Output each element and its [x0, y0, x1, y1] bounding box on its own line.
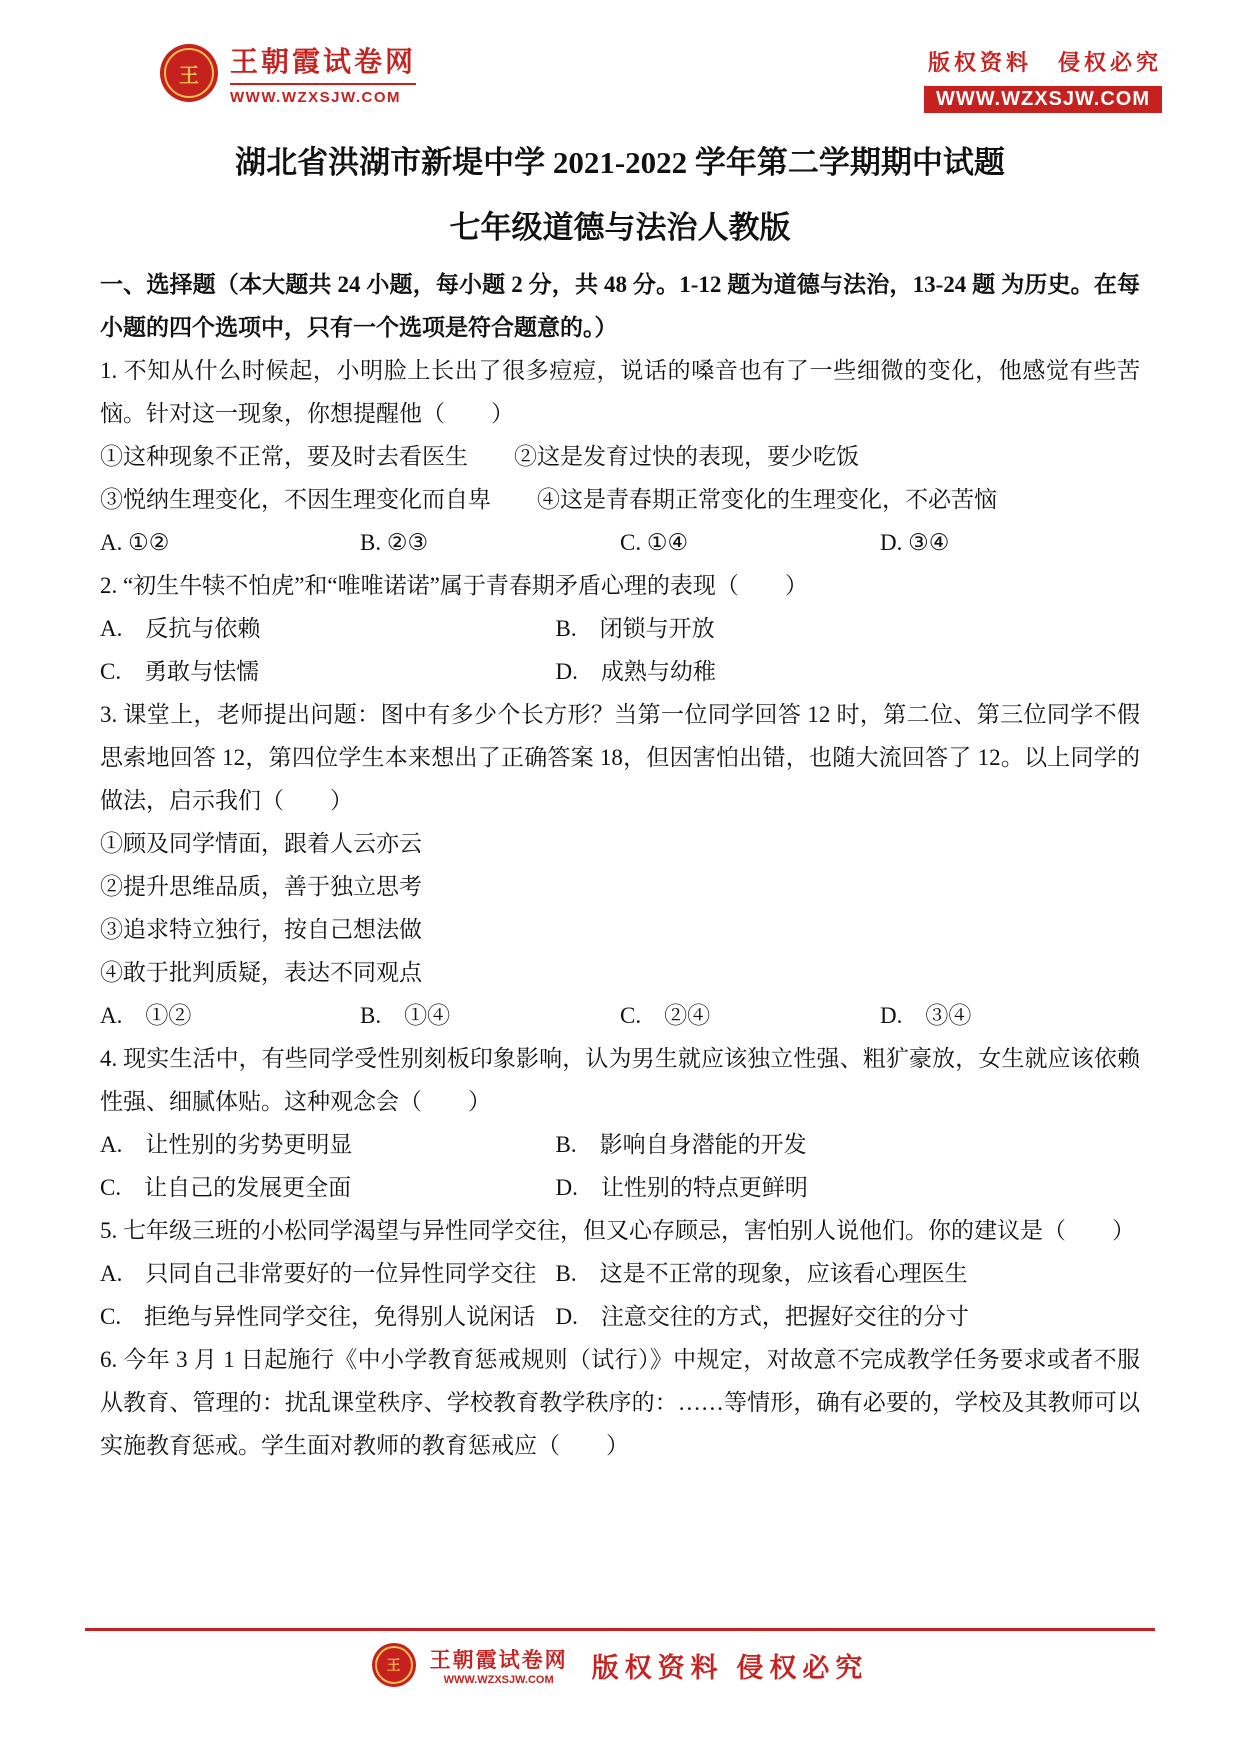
copyright-notice: 版权资料 侵权必究 [927, 50, 1162, 75]
footer-seal-icon [372, 1643, 416, 1687]
question-2-option-d: D. 成熟与幼稚 [555, 659, 716, 684]
question-4-option-c: C. 让自己的发展更全面 [100, 1175, 352, 1200]
footer-brand-url: WWW.WZXSJW.COM [443, 1674, 554, 1686]
question-4-options [100, 1123, 1140, 1209]
question-3-item-line-3: ③追求特立独行，按自己想法做 [100, 917, 422, 942]
question-2-option-c: C. 勇敢与怯懦 [100, 659, 260, 684]
question-4-option-d: D. 让性别的特点更鲜明 [555, 1175, 808, 1200]
brand-text-block [230, 40, 416, 106]
question-2-option-b: B. 闭锁与开放 [555, 616, 715, 641]
question-3-option-d: D. ③④ [880, 1003, 972, 1028]
question-3-option-b: B. ①④ [360, 1003, 451, 1028]
question-1-option-c: C. ①④ [620, 530, 689, 555]
footer-brand-name: 王朝霞试卷网 [429, 1648, 568, 1672]
site-url-banner: WWW.WZXSJW.COM [924, 86, 1162, 113]
question-3-item-line-4: ④敢于批判质疑，表达不同观点 [100, 960, 422, 985]
question-3-item-line-1: ①顾及同学情面，跟着人云亦云 [100, 831, 422, 856]
question-5-option-a: A. 只同自己非常要好的一位异性同学交往 [100, 1261, 537, 1286]
question-2-stem: 2. “初生牛犊不怕虎”和“唯唯诺诺”属于青春期矛盾心理的表现（ ） [100, 573, 808, 598]
brand-name: 王朝霞试卷网 [230, 40, 416, 85]
question-1-options [100, 521, 1140, 564]
question-2 [100, 564, 1140, 693]
question-5-option-b: B. 这是不正常的现象，应该看心理医生 [555, 1261, 968, 1286]
question-2-option-a: A. 反抗与依赖 [100, 616, 261, 641]
question-5-options [100, 1252, 1140, 1338]
question-1 [100, 349, 1140, 564]
question-5-option-d: D. 注意交往的方式，把握好交往的分寸 [555, 1304, 969, 1329]
exam-subtitle: 七年级道德与法治人教版 [449, 210, 791, 245]
brand-seal-glyph: 王 [164, 48, 214, 98]
page-footer [85, 1628, 1155, 1687]
footer-seal-glyph: 王 [375, 1646, 413, 1684]
question-4-option-a: A. 让性别的劣势更明显 [100, 1132, 353, 1157]
question-5-option-c: C. 拒绝与异性同学交往，免得别人说闲话 [100, 1304, 536, 1329]
question-1-option-b: B. ②③ [360, 530, 429, 555]
question-4 [100, 1037, 1140, 1209]
question-3-options [100, 994, 1140, 1037]
footer-copyright-notice: 版权资料 侵权必究 [591, 1652, 869, 1683]
question-2-options [100, 607, 1140, 693]
question-3-stem: 3. 课堂上，老师提出问题：图中有多少个长方形？当第一位同学回答 12 时，第二位、第三位同学不假思索地回答 12，第四位学生本来想出了正确答案 18，但因害怕出错，也随大流回答了 12。以上同学的做法，启示我们（ ） [100, 702, 1140, 813]
question-3-item-line-2: ②提升思维品质，善于独立思考 [100, 874, 422, 899]
brand-seal-icon [160, 44, 218, 102]
brand-logo [160, 40, 416, 106]
question-1-item-line-2: ③悦纳生理变化，不因生理变化而自卑 ④这是青春期正常变化的生理变化，不必苦恼 [100, 487, 997, 512]
question-1-item-line-1: ①这种现象不正常，要及时去看医生 ②这是发育过快的表现，要少吃饭 [100, 444, 859, 469]
question-3 [100, 693, 1140, 1037]
footer-brand-block [430, 1644, 568, 1686]
question-1-stem: 1. 不知从什么时候起，小明脸上长出了很多痘痘，说话的嗓音也有了一些细微的变化，他感觉有些苦恼。针对这一现象，你想提醒他（ ） [100, 358, 1140, 426]
question-4-stem: 4. 现实生活中，有些同学受性别刻板印象影响，认为男生就应该独立性强、粗犷豪放，女生就应该依赖性强、细腻体贴。这种观念会（ ） [100, 1046, 1140, 1114]
exam-title: 湖北省洪湖市新堤中学 2021-2022 学年第二学期期中试题 [235, 145, 1005, 180]
question-1-option-a: A. ①② [100, 530, 170, 555]
brand-url: WWW.WZXSJW.COM [230, 89, 401, 106]
question-4-option-b: B. 影响自身潜能的开发 [555, 1132, 807, 1157]
header-right-block [924, 46, 1162, 113]
question-5 [100, 1209, 1140, 1338]
exam-body [100, 263, 1140, 1467]
question-5-stem: 5. 七年级三班的小松同学渴望与异性同学交往，但又心存顾忌，害怕别人说他们。你的建议是（ ） [100, 1218, 1135, 1243]
section-heading: 一、选择题（本大题共 24 小题，每小题 2 分，共 48 分。1-12 题为道德与法治，13-24 题 为历史。在每小题的四个选项中，只有一个选项是符合题意的。） [100, 272, 1140, 340]
page-header [0, 0, 1240, 113]
question-3-option-a: A. ①② [100, 1003, 192, 1028]
question-3-option-c: C. ②④ [620, 1003, 711, 1028]
question-6 [100, 1338, 1140, 1467]
question-1-option-d: D. ③④ [880, 530, 950, 555]
question-6-stem: 6. 今年 3 月 1 日起施行《中小学教育惩戒规则（试行）》中规定，对故意不完成教学任务要求或者不服从教育、管理的：扰乱课堂秩序、学校教育教学秩序的：……等情形，确有必要的，学校及其教师可以实施教育惩戒。学生面对教师的教育惩戒应（ ） [100, 1347, 1140, 1458]
